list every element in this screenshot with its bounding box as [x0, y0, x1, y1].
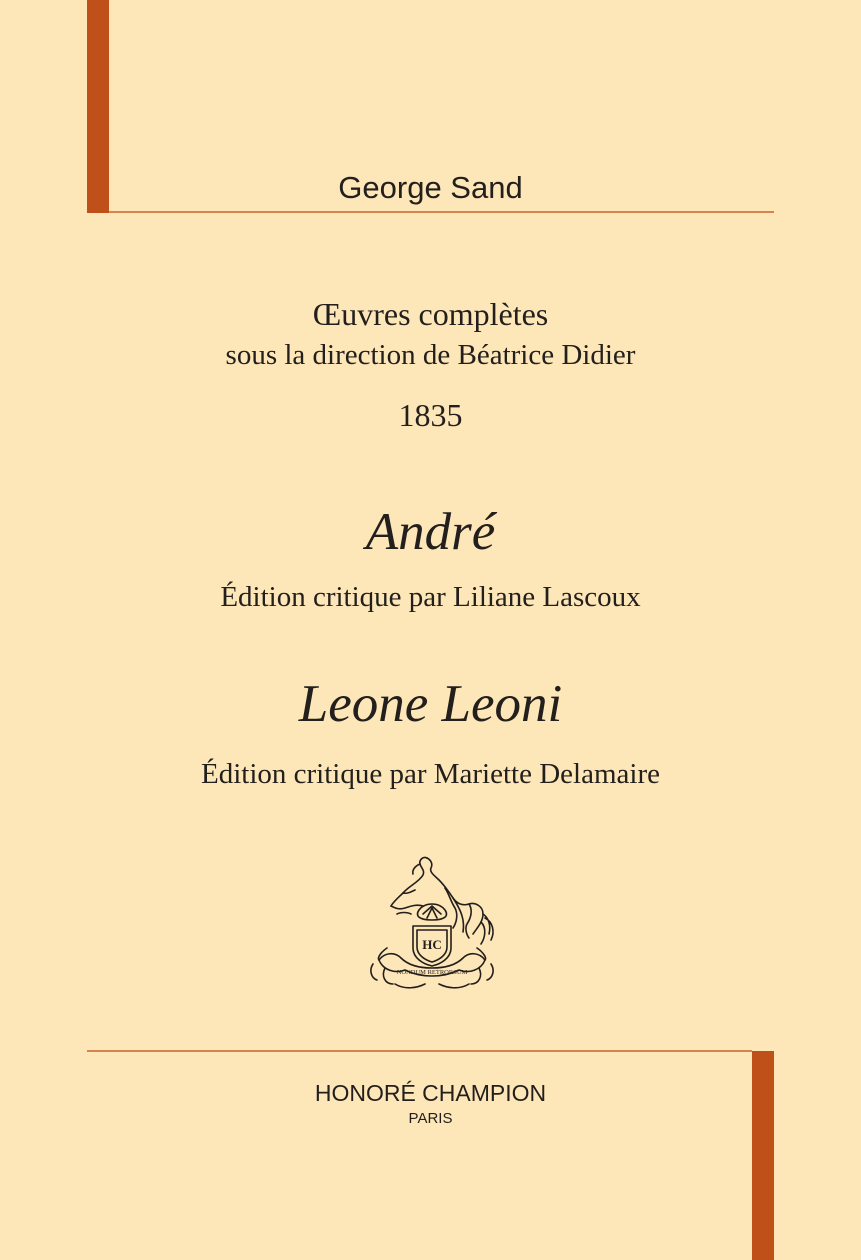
work-editor-andre: Édition critique par Liliane Lascoux: [220, 581, 641, 613]
volume-year: 1835: [398, 397, 463, 433]
publisher-emblem-icon: [365, 848, 500, 998]
bottom-rule: [87, 1050, 752, 1052]
publisher-name: HONORÉ CHAMPION: [314, 1080, 547, 1106]
top-rule: [109, 211, 774, 213]
work-title-leone-leoni: Leone Leoni: [298, 675, 563, 733]
author-name: George Sand: [338, 170, 523, 205]
emblem-monogram: HC: [422, 937, 442, 952]
work-title-andre: André: [365, 503, 496, 561]
publisher-city: PARIS: [408, 1110, 453, 1127]
series-director: sous la direction de Béatrice Didier: [225, 339, 636, 371]
emblem-motto: NONDUM RETRORSUM: [396, 969, 468, 976]
series-title: Œuvres complètes: [312, 296, 549, 332]
work-editor-leone-leoni: Édition critique par Mariette Delamaire: [201, 758, 660, 790]
